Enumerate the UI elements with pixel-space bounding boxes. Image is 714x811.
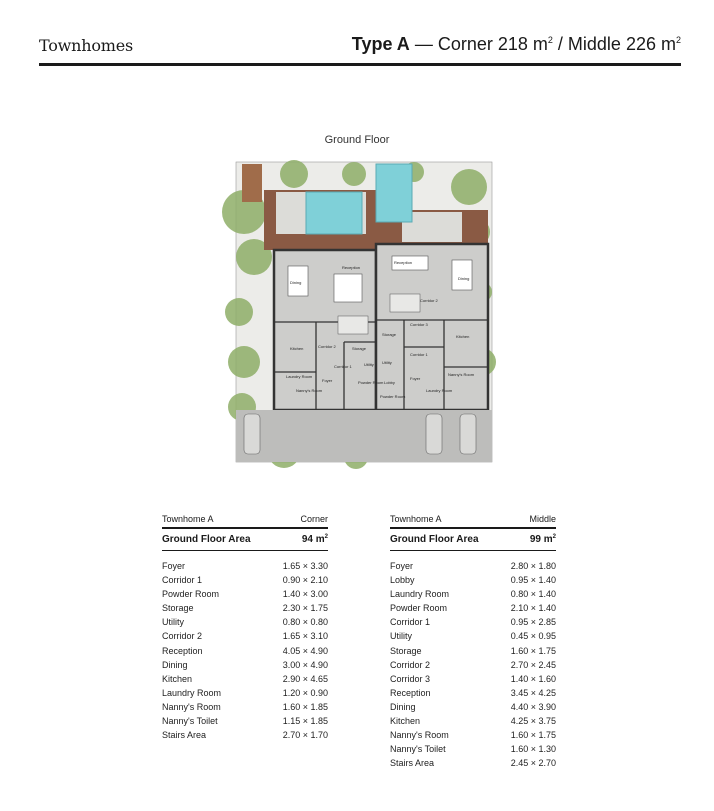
room-name: Corridor 3 <box>390 673 431 684</box>
room-dimensions: 1.15 × 1.85 <box>282 716 328 727</box>
table-row <box>162 658 328 672</box>
stairs-right <box>390 294 420 312</box>
room-rows <box>162 559 328 742</box>
room-name: Reception <box>390 687 431 698</box>
room-dimensions: 2.30 × 1.75 <box>282 603 328 614</box>
table-row <box>390 742 556 756</box>
room-name: Dining <box>162 659 188 670</box>
table-row <box>390 700 556 714</box>
room-dimensions: 1.60 × 1.75 <box>510 645 556 656</box>
floor-plan-title: Ground Floor <box>324 134 390 146</box>
table-row <box>162 629 328 643</box>
sofa-left <box>334 274 362 302</box>
table-row <box>162 559 328 573</box>
area-number: 94 m <box>301 534 325 545</box>
table-row <box>390 615 556 629</box>
room-dimensions: 0.45 × 0.95 <box>510 631 556 642</box>
area-sup: 2 <box>324 534 328 540</box>
label-kitchen-left: Kitchen <box>290 346 304 351</box>
room-dimensions: 2.90 × 4.65 <box>282 673 328 684</box>
pool-left <box>306 192 362 234</box>
table-title: Townhome A <box>162 514 214 524</box>
area-label: Ground Floor Area <box>390 534 479 545</box>
room-name: Nanny's Room <box>162 701 221 712</box>
page-header <box>39 30 681 66</box>
room-dimensions: 1.60 × 1.75 <box>510 730 556 741</box>
stairs-left <box>338 316 368 334</box>
room-name: Utility <box>162 617 184 628</box>
area-number: 99 m <box>529 534 553 545</box>
label-corridor1-left: Corridor 1 <box>334 364 352 369</box>
table-row <box>390 714 556 728</box>
brand-title: Townhomes <box>39 36 134 55</box>
room-name: Kitchen <box>390 716 421 727</box>
room-dimensions: 0.95 × 2.85 <box>510 617 556 628</box>
room-dimensions: 2.10 × 1.40 <box>510 603 556 614</box>
room-name: Stairs Area <box>390 758 435 769</box>
table-row <box>162 728 328 742</box>
label-corridor2-right: Corridor 2 <box>420 298 438 303</box>
table-row <box>390 601 556 615</box>
room-name: Corridor 2 <box>390 659 431 670</box>
title-dash: — <box>409 34 438 54</box>
area-value <box>302 534 328 545</box>
table-row <box>390 756 556 770</box>
ground-floor-area-row <box>162 529 328 551</box>
label-kitchen-right: Kitchen <box>456 334 470 339</box>
title-separator: / <box>552 34 568 54</box>
table-row <box>162 714 328 728</box>
pergola <box>242 164 262 202</box>
room-name: Nanny's Toilet <box>162 716 218 727</box>
table-variant: Middle <box>529 514 556 524</box>
ground-floor-plan <box>214 152 500 492</box>
type-label: Type A <box>351 34 410 54</box>
ground-floor-area-row <box>390 529 556 551</box>
room-name: Lobby <box>390 575 415 586</box>
table-title: Townhome A <box>390 514 442 524</box>
room-dimensions: 1.40 × 1.60 <box>510 673 556 684</box>
room-name: Foyer <box>162 561 186 571</box>
room-rows <box>390 559 556 770</box>
label-dining-right: Dining <box>458 276 470 281</box>
label-laundry-right: Laundry Room <box>426 388 453 393</box>
label-storage-right: Storage <box>382 332 397 337</box>
label-corridor3-right: Corridor 3 <box>410 322 428 327</box>
table-row <box>390 686 556 700</box>
room-dimensions: 4.25 × 3.75 <box>510 716 556 727</box>
middle-area-sup: 2 <box>675 35 681 45</box>
room-name: Storage <box>162 603 194 614</box>
label-reception-left: Reception <box>342 265 361 270</box>
room-name: Corridor 1 <box>162 575 203 586</box>
label-foyer-left: Foyer <box>322 378 333 383</box>
table-row <box>162 601 328 615</box>
room-dimensions: 3.00 × 4.90 <box>282 659 328 670</box>
label-corridor2-left: Corridor 2 <box>318 344 336 349</box>
middle-area-label: Middle 226 m <box>567 34 676 54</box>
table-row <box>162 672 328 686</box>
room-dimensions: 2.70 × 2.45 <box>510 659 556 670</box>
table-row <box>390 658 556 672</box>
label-corridor1-right: Corridor 1 <box>410 352 428 357</box>
area-sup: 2 <box>552 534 556 540</box>
room-dimensions: 0.95 × 1.40 <box>510 575 556 586</box>
table-row <box>390 728 556 742</box>
table-row <box>390 629 556 643</box>
room-dimensions: 2.80 × 1.80 <box>510 561 556 571</box>
room-dimensions: 1.65 × 3.30 <box>282 561 328 571</box>
label-utility-right: Utility <box>382 360 392 365</box>
room-name: Stairs Area <box>162 730 207 741</box>
label-reception-right: Reception <box>394 260 413 265</box>
room-dimensions: 1.20 × 0.90 <box>282 687 328 698</box>
room-dimensions: 1.60 × 1.30 <box>510 744 556 755</box>
table-row <box>390 573 556 587</box>
room-dimensions: 0.80 × 1.40 <box>510 589 556 600</box>
room-dimensions: 1.40 × 3.00 <box>282 589 328 600</box>
table-row <box>390 587 556 601</box>
room-name: Corridor 1 <box>390 617 431 628</box>
driveway <box>236 410 492 462</box>
dining-table-right <box>452 260 472 290</box>
room-dimensions: 2.70 × 1.70 <box>282 730 328 741</box>
table-row <box>390 644 556 658</box>
room-name: Kitchen <box>162 673 193 684</box>
room-name: Nanny's Room <box>390 730 449 741</box>
table-header <box>390 514 556 529</box>
pool-right <box>376 164 412 222</box>
room-dimensions: 1.65 × 3.10 <box>282 631 328 642</box>
table-variant: Corner <box>300 514 328 524</box>
table-row <box>162 573 328 587</box>
room-name: Reception <box>162 645 203 656</box>
room-dimensions: 0.80 × 0.80 <box>282 617 328 628</box>
label-utility-left: Utility <box>364 362 374 367</box>
room-dimensions: 2.45 × 2.70 <box>510 758 556 769</box>
table-row <box>162 644 328 658</box>
label-foyer-right: Foyer <box>410 376 421 381</box>
type-title <box>352 34 681 55</box>
label-nannys-right: Nanny's Room <box>448 372 475 377</box>
corner-area-table <box>162 514 328 742</box>
area-value <box>530 534 556 545</box>
label-powder-right: Powder Room <box>380 394 406 399</box>
room-dimensions: 0.90 × 2.10 <box>282 575 328 586</box>
table-row <box>390 672 556 686</box>
room-name: Utility <box>390 631 412 642</box>
area-label: Ground Floor Area <box>162 534 251 545</box>
room-name: Dining <box>390 701 416 712</box>
room-dimensions: 4.05 × 4.90 <box>282 645 328 656</box>
label-powder-left: Powder Room <box>358 380 384 385</box>
room-name: Corridor 2 <box>162 631 203 642</box>
room-name: Laundry Room <box>390 589 450 600</box>
room-name: Powder Room <box>162 589 220 600</box>
label-lobby-right: Lobby <box>384 380 395 385</box>
label-laundry-left: Laundry Room <box>286 374 313 379</box>
room-name: Powder Room <box>390 603 448 614</box>
room-name: Storage <box>390 645 422 656</box>
room-name: Foyer <box>390 561 414 571</box>
room-name: Laundry Room <box>162 687 222 698</box>
room-dimensions: 1.60 × 1.85 <box>282 701 328 712</box>
table-header <box>162 514 328 529</box>
table-row <box>162 700 328 714</box>
table-row <box>162 587 328 601</box>
corner-area-sup: 2 <box>547 35 553 45</box>
room-name: Nanny's Toilet <box>390 744 446 755</box>
label-dining-left: Dining <box>290 280 302 285</box>
room-dimensions: 3.45 × 4.25 <box>510 687 556 698</box>
label-storage-left: Storage <box>352 346 367 351</box>
table-row <box>390 559 556 573</box>
table-row <box>162 615 328 629</box>
table-row <box>162 686 328 700</box>
corner-area-label: Corner 218 m <box>437 34 548 54</box>
label-nannys-left: Nanny's Room <box>296 388 323 393</box>
room-dimensions: 4.40 × 3.90 <box>510 701 556 712</box>
middle-area-table <box>390 514 556 770</box>
